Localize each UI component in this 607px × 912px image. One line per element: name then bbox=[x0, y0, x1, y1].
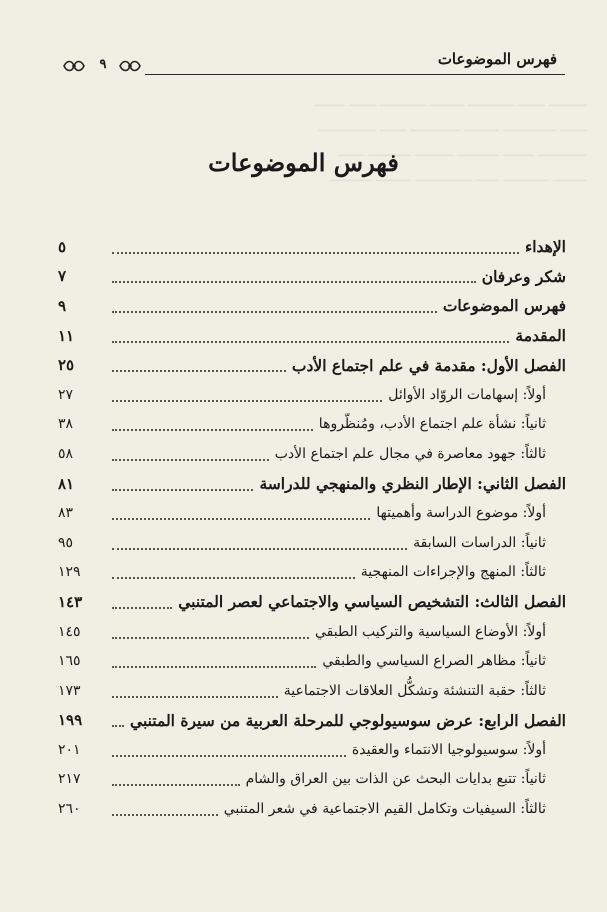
toc-entry bbox=[58, 498, 566, 528]
toc-entry bbox=[58, 765, 566, 795]
dot-leader bbox=[112, 772, 240, 786]
dot-leader bbox=[112, 565, 355, 579]
toc-entry-page: ٢٧ bbox=[58, 386, 74, 403]
toc-entry bbox=[58, 291, 566, 321]
toc-entry-page: ٣٨ bbox=[58, 416, 74, 433]
toc-entry-title: ثانياً: مظاهر الصراع السياسي والطبقي bbox=[322, 653, 546, 670]
toc-entry-title: ثالثاً: حقبة التنشئة وتشكُّل العلاقات الاجتماعية bbox=[283, 682, 546, 699]
dot-leader bbox=[112, 388, 382, 402]
toc-entry-page: ١٤٥ bbox=[58, 623, 81, 640]
toc-entry-page: ٥٨ bbox=[58, 445, 74, 462]
header-rule bbox=[145, 74, 565, 75]
dot-leader bbox=[112, 240, 519, 254]
toc-entry-page: ٢٠١ bbox=[58, 741, 81, 758]
toc-entry-title: أولاً: موضوع الدراسة وأهميتها bbox=[376, 505, 546, 522]
toc-entry-page: ٧ bbox=[58, 267, 67, 286]
toc-entry-page: ٢١٧ bbox=[58, 771, 81, 788]
toc-entry bbox=[58, 587, 566, 617]
toc-entry-title: أولاً: إسهامات الروّاد الأوائل bbox=[388, 386, 546, 403]
toc-entry bbox=[58, 558, 566, 588]
toc-entry bbox=[58, 706, 566, 736]
toc-entry bbox=[58, 439, 566, 469]
dot-leader bbox=[112, 713, 124, 727]
page-number-ornament bbox=[58, 58, 146, 78]
toc-entry bbox=[58, 232, 566, 262]
toc-entry bbox=[58, 321, 566, 351]
toc-entry-title: ثانياً: نشأة علم اجتماع الأدب، ومُنظّروها bbox=[318, 416, 546, 433]
page-number: ٩ bbox=[99, 57, 107, 72]
dot-leader bbox=[112, 684, 278, 698]
page-title: فهرس الموضوعات bbox=[208, 148, 399, 177]
dot-leader bbox=[112, 802, 218, 816]
toc-entry-title: الفصل الثاني: الإطار النظري والمنهجي للدراسة bbox=[259, 474, 566, 494]
toc-entry bbox=[58, 380, 566, 410]
toc-entry bbox=[58, 469, 566, 499]
toc-entry-page: ١٢٩ bbox=[58, 564, 81, 581]
toc-entry bbox=[58, 350, 566, 380]
running-header bbox=[50, 46, 565, 74]
toc-entry bbox=[58, 410, 566, 440]
dot-leader bbox=[112, 506, 370, 520]
toc-entry bbox=[58, 735, 566, 765]
toc-entry-title: ثانياً: الدراسات السابقة bbox=[413, 534, 546, 551]
toc-entry bbox=[58, 676, 566, 706]
toc-entry-page: ٩ bbox=[58, 296, 67, 315]
dot-leader bbox=[112, 329, 509, 343]
toc-entry-title: أولاً: الأوضاع السياسية والتركيب الطبقي bbox=[314, 623, 546, 640]
toc-entry bbox=[58, 794, 566, 824]
toc-entry bbox=[58, 646, 566, 676]
running-title: فهرس الموضوعات bbox=[437, 50, 557, 68]
toc-entry-title: المقدمة bbox=[515, 326, 566, 346]
dot-leader bbox=[112, 595, 172, 609]
toc-entry-title: شكر وعرفان bbox=[481, 266, 566, 286]
toc-entry bbox=[58, 262, 566, 292]
show-through-texture: ــــــــــ ـــــــ ــــــــــــ ـــــــــ ــــــــــــ ـــــــ ــــــــ ـــــــ ــــــــــــــ ـــــــــ ـــــــــــــ ـــــــ ـــــــــــــــ ـــــــــــــ ــــــــ ـــــــــــ ــــــــــ ـــــــــــ ـــــــ ـــــــــ ــــــــــــ ــــــ ـــــــــــــــ ـــــــــ ـــــــــــ bbox=[314, 95, 587, 185]
toc-entry-page: ١٩٩ bbox=[58, 711, 83, 730]
dot-leader bbox=[112, 477, 253, 491]
toc-entry-title: أولاً: سوسيولوجيا الانتماء والعقيدة bbox=[351, 741, 546, 758]
dot-leader bbox=[112, 654, 316, 668]
toc-entry-page: ٢٦٠ bbox=[58, 801, 81, 818]
toc-entry-title: ثالثاً: جهود معاصرة في مجال علم اجتماع الأدب bbox=[274, 445, 546, 462]
dot-leader bbox=[112, 417, 313, 431]
dot-leader bbox=[112, 536, 407, 550]
toc-entry-title: ثالثاً: المنهج والإجراءات المنهجية bbox=[360, 564, 546, 581]
toc-entry-page: ١٦٥ bbox=[58, 653, 81, 670]
right-ornament-icon bbox=[118, 58, 142, 74]
toc-entry-page: ٥ bbox=[58, 237, 67, 256]
dot-leader bbox=[112, 447, 269, 461]
toc-entry-title: الفصل الثالث: التشخيص السياسي والاجتماعي لعصر المتنبي bbox=[178, 592, 566, 612]
toc-entry-title: ثالثاً: السيفيات وتكامل القيم الاجتماعية في شعر المتنبي bbox=[223, 801, 546, 818]
toc-entry-title: الفصل الرابع: عرض سوسيولوجي للمرحلة العربية من سيرة المتنبي bbox=[130, 710, 566, 730]
toc-entry-page: ٨٣ bbox=[58, 505, 74, 522]
toc-entry-page: ٢٥ bbox=[58, 356, 75, 375]
toc-entry-page: ١١ bbox=[58, 326, 75, 345]
toc-entry bbox=[58, 617, 566, 647]
toc-entry-page: ١٧٣ bbox=[58, 682, 81, 699]
dot-leader bbox=[112, 358, 286, 372]
toc-entry-title: فهرس الموضوعات bbox=[442, 296, 566, 316]
dot-leader bbox=[112, 743, 346, 757]
toc-entry-page: ١٤٣ bbox=[58, 592, 83, 611]
toc-entry-title: الفصل الأول: مقدمة في علم اجتماع الأدب bbox=[291, 355, 566, 375]
left-ornament-icon bbox=[62, 58, 86, 74]
dot-leader bbox=[112, 269, 476, 283]
toc-entry-title: الإهداء bbox=[524, 237, 566, 257]
toc-entry-title: ثانياً: تتبع بدايات البحث عن الذات بين العراق والشام bbox=[245, 771, 546, 788]
toc-entry bbox=[58, 528, 566, 558]
dot-leader bbox=[112, 625, 309, 639]
table-of-contents bbox=[58, 232, 566, 824]
dot-leader bbox=[112, 299, 437, 313]
toc-entry-page: ٩٥ bbox=[58, 534, 74, 551]
toc-entry-page: ٨١ bbox=[58, 474, 75, 493]
